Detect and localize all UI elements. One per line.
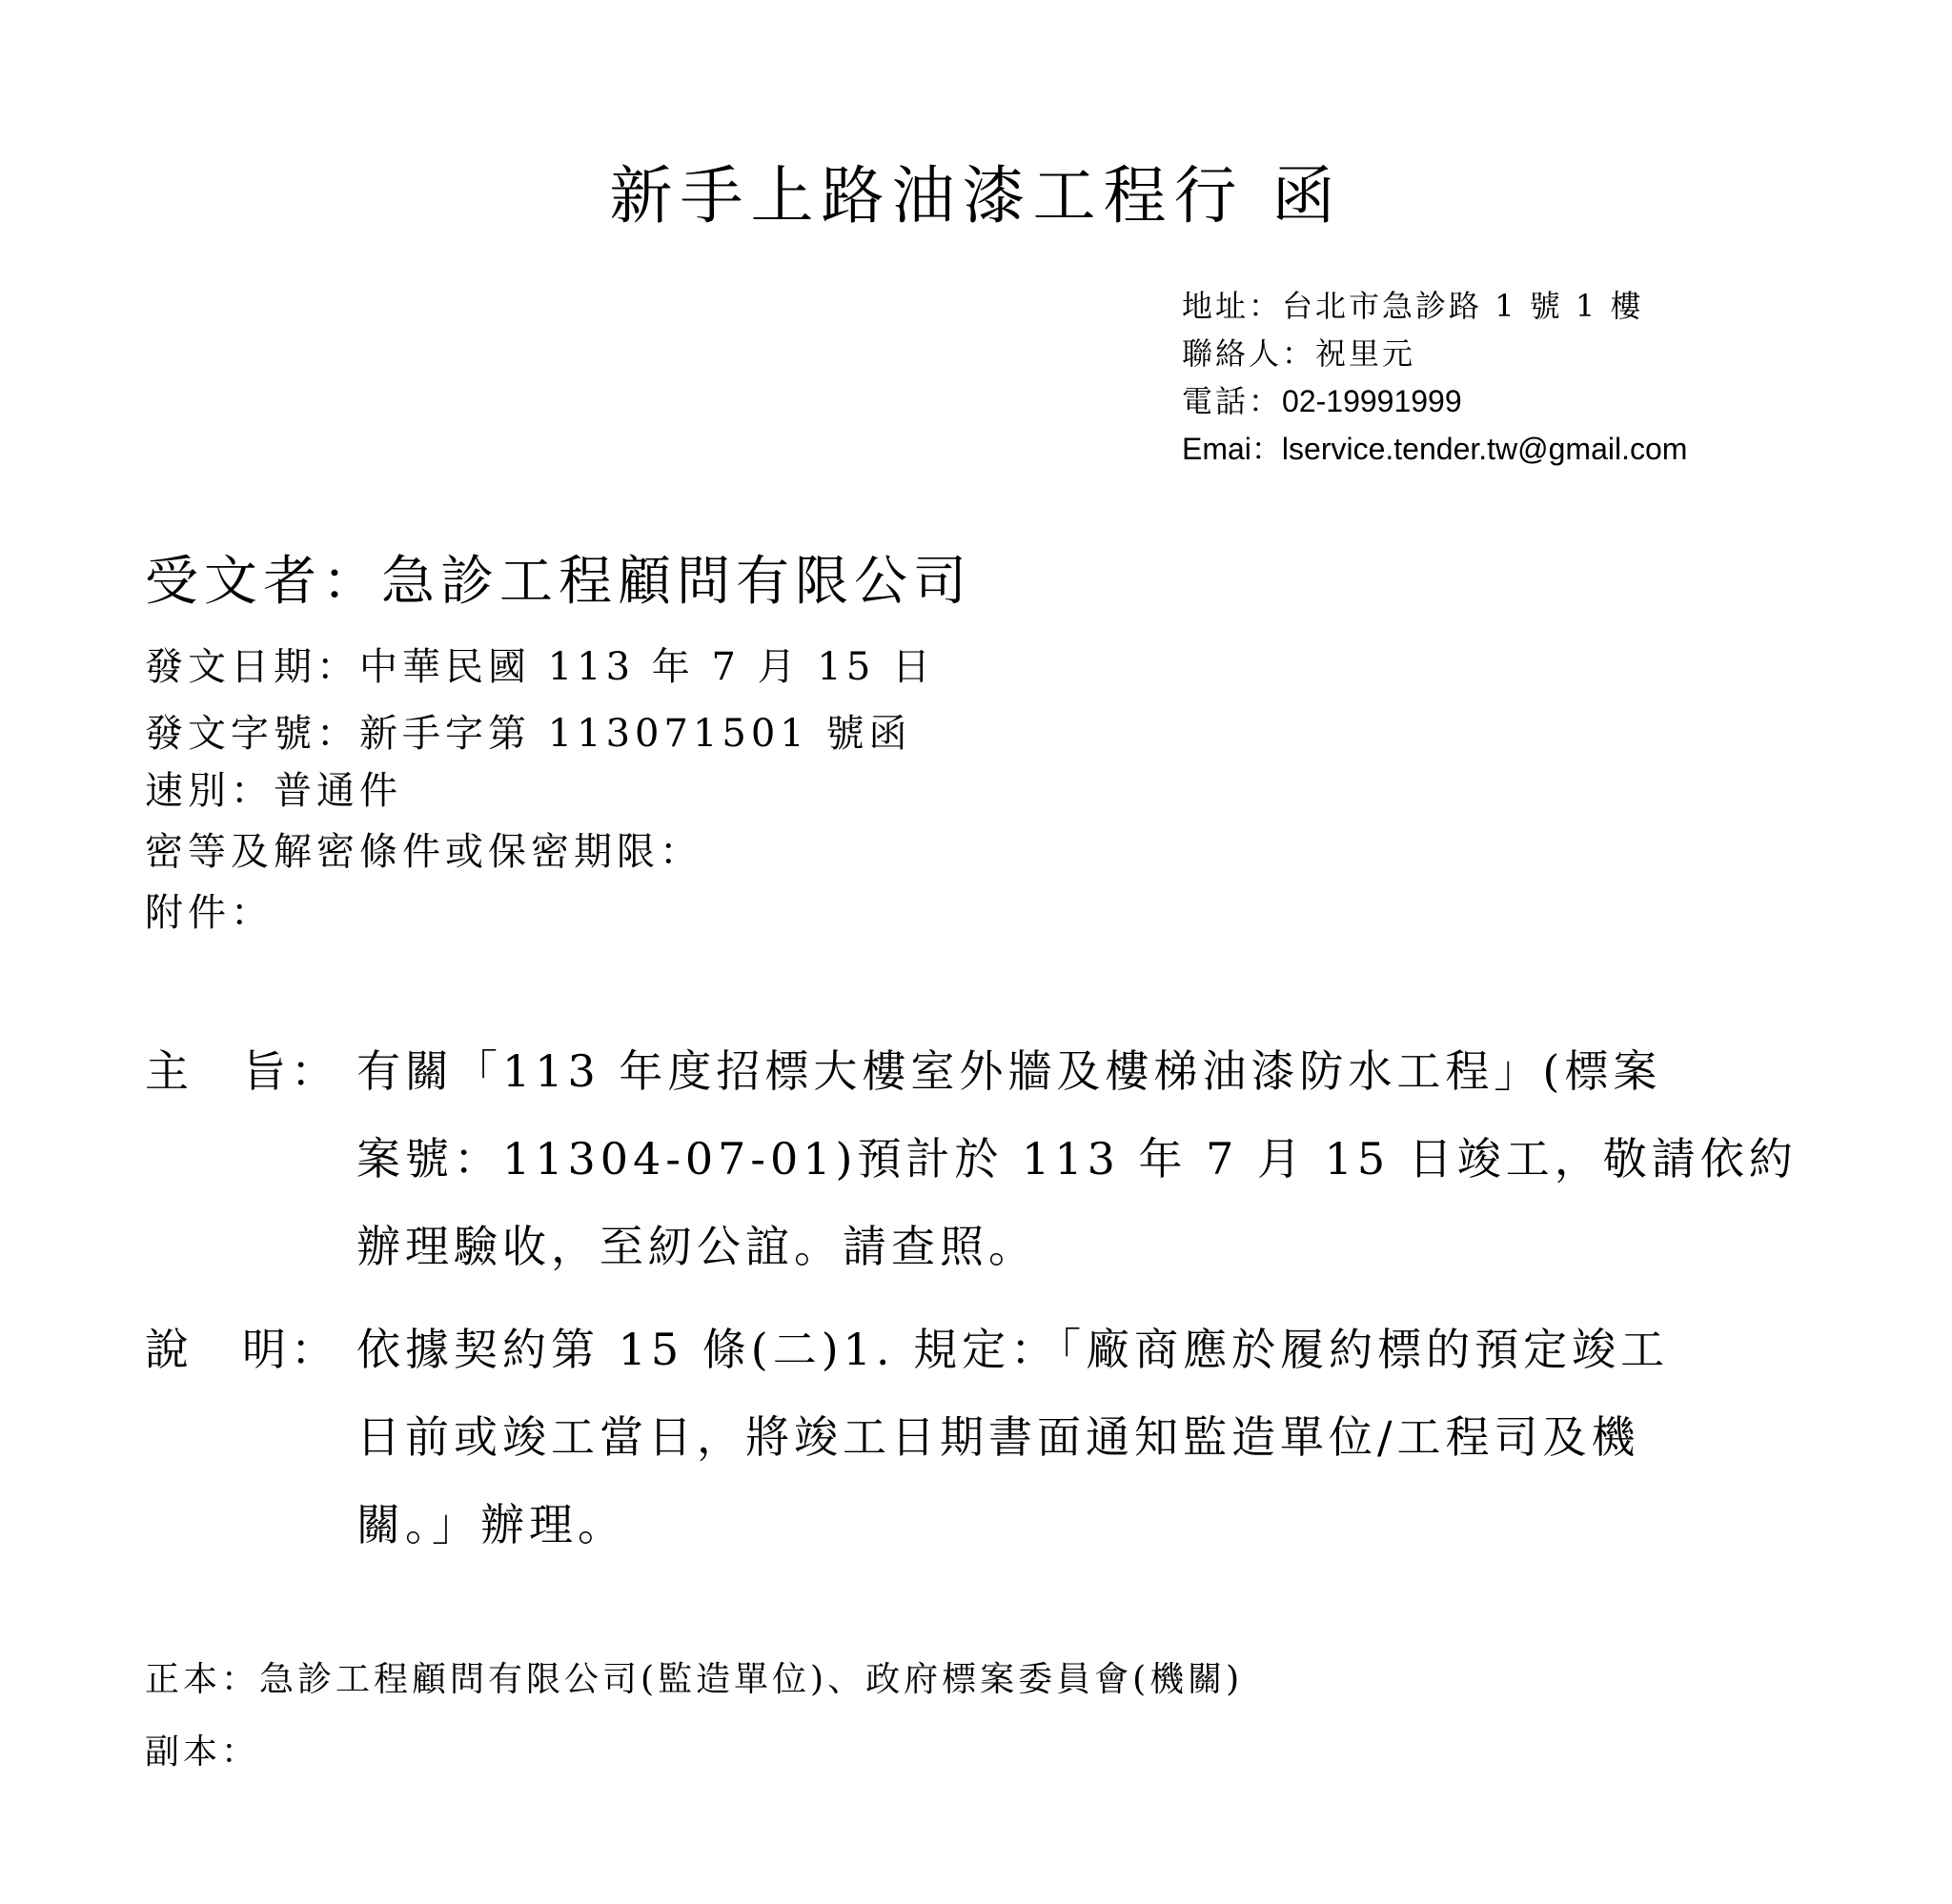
email-value: lservice.tender.tw@gmail.com [1281,432,1688,466]
delivery-speed-value: 普通件 [274,769,402,813]
recipient-line [145,539,972,616]
explanation-body [356,1315,1952,1578]
attachment-label: 附件： [145,891,274,935]
contact-person-value: 祝里元 [1315,335,1416,372]
address-label: 地址： [1182,288,1283,324]
address-value: 台北市急診路 1 號 1 樓 [1282,288,1644,324]
subject-label: 主 旨： [145,1045,339,1097]
address-line [1182,282,1687,330]
delivery-speed-line [145,760,402,815]
sender-contact-block [1182,282,1687,473]
document-number-line [145,703,911,758]
copy-recipients-line [145,1725,259,1773]
subject-line-2: 案號：11304-07-01)預計於 113 年 7 月 15 日竣工，敬請依約 [356,1133,1798,1185]
subject-line-3: 辦理驗收，至紉公誼。請查照。 [356,1221,1037,1272]
original-recipients-label: 正本： [145,1660,260,1699]
document-number-label: 發文字號： [145,712,359,756]
contact-person-line [1182,330,1687,377]
phone-line [1182,377,1687,425]
recipient-value: 急診工程顧問有限公司 [381,551,972,613]
attachment-line [145,882,274,937]
explanation-label: 說 明： [145,1324,339,1375]
original-recipients-line [145,1652,1243,1701]
copy-recipients-label: 副本： [145,1732,260,1772]
issue-date-line [145,637,935,691]
explanation-line-2: 日前或竣工當日，將竣工日期書面通知監造單位/工程司及機 [356,1411,1640,1463]
phone-value: 02-19991999 [1282,384,1462,418]
email-label: Emai： [1182,432,1282,466]
secrecy-label: 密等及解密條件或保密期限： [145,830,702,874]
document-title: 新手上路油漆工程行 函 [609,159,1343,233]
explanation-line-3: 關。」辦理。 [356,1499,626,1550]
recipient-label: 受文者： [145,551,381,613]
issue-date-label: 發文日期： [145,645,359,689]
original-recipients-value: 急診工程顧問有限公司(監造單位)、政府標案委員會(機關) [259,1660,1244,1699]
subject-line-1: 有關「113 年度招標大樓室外牆及樓梯油漆防水工程」(標案 [356,1045,1662,1097]
explanation-line-1: 依據契約第 15 條(二)1. 規定：「廠商應於履約標的預定竣工 [356,1324,1670,1375]
contact-person-label: 聯絡人： [1182,335,1316,372]
delivery-speed-label: 速別： [145,769,274,813]
secrecy-line [145,821,702,876]
email-line [1182,425,1687,473]
subject-body [356,1037,1952,1300]
issue-date-value: 中華民國 113 年 7 月 15 日 [359,645,935,689]
phone-label: 電話： [1182,383,1283,419]
document-number-value: 新手字第 113071501 號函 [359,712,912,756]
